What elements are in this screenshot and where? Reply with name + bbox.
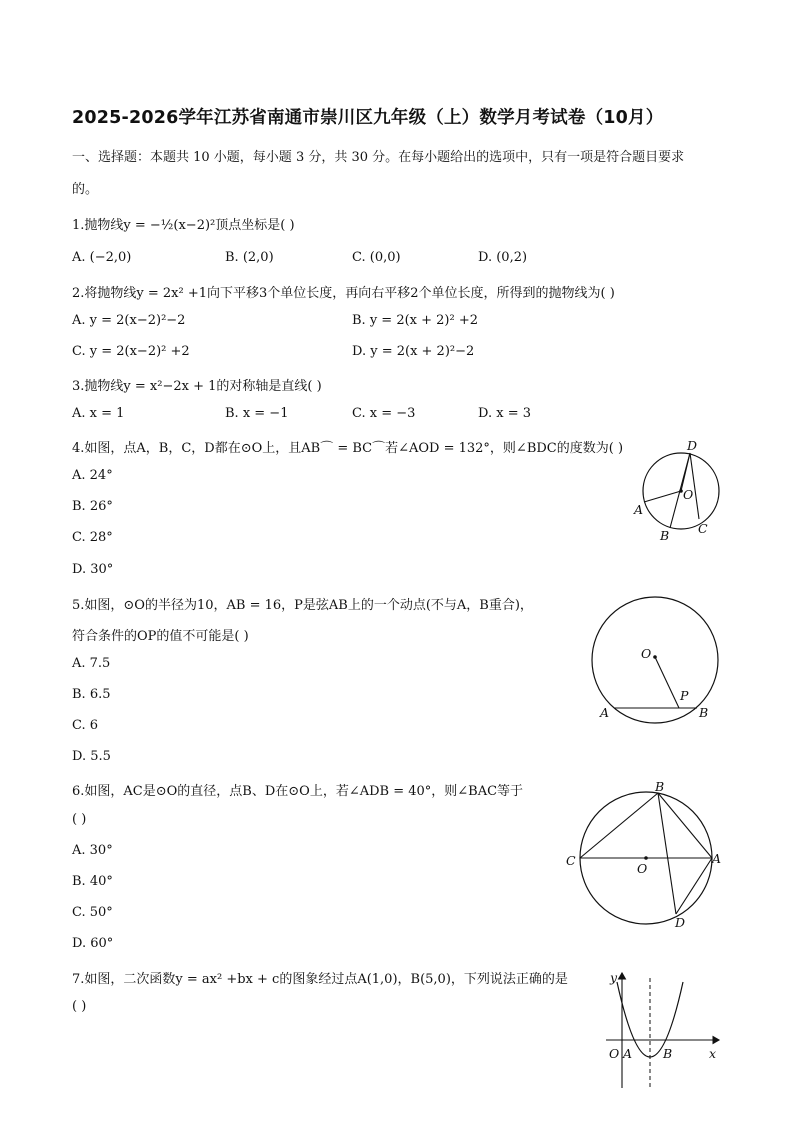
label-o: O [683, 487, 694, 502]
question-7-stem-line1: 7.如图，二次函数y = ax² +bx + c的图象经过点A(1,0)，B(5,0)，下列说法正确的是 [72, 972, 568, 987]
center-point [644, 856, 648, 860]
label-a: A [634, 502, 644, 517]
question-3-option-d: D. x = 3 [478, 406, 531, 421]
label-b: B [699, 705, 709, 720]
question-4-option-d: D. 30° [72, 562, 114, 577]
question-2-stem: 2.将抛物线y = 2x² +1向下平移3个单位长度，再向右平移2个单位长度，所得到的抛物线为( ) [72, 286, 615, 301]
segment-cb [580, 793, 658, 858]
question-1-option-a: A. (−2,0) [72, 250, 132, 265]
question-5-option-d: D. 5.5 [72, 749, 111, 764]
label-a: A [712, 851, 722, 866]
question-2-option-d: D. y = 2(x + 2)²−2 [352, 344, 475, 359]
question-2-option-a: A. y = 2(x−2)²−2 [72, 313, 186, 328]
label-d: D [687, 438, 698, 453]
question-5-option-b: B. 6.5 [72, 687, 111, 702]
question-4-option-b: B. 26° [72, 499, 113, 514]
section-instructions-line2: 的。 [72, 182, 99, 197]
question-6-stem-line1: 6.如图，AC是⊙O的直径，点B、D在⊙O上，若∠ADB = 40°，则∠BAC等于 [72, 784, 524, 799]
question-1-option-c: C. (0,0) [352, 250, 401, 265]
question-3-option-b: B. x = −1 [225, 406, 289, 421]
question-5-figure [590, 596, 720, 726]
question-5-option-c: C. 6 [72, 718, 99, 733]
label-o: O [637, 861, 648, 876]
label-x: x [709, 1046, 717, 1061]
question-3-stem: 3.抛物线y = x²−2x + 1的对称轴是直线( ) [72, 379, 322, 394]
question-4-option-c: C. 28° [72, 530, 113, 545]
question-7-stem-line2: ( ) [72, 999, 87, 1014]
question-1-option-b: B. (2,0) [225, 250, 274, 265]
question-6-option-c: C. 50° [72, 905, 113, 920]
label-c: C [566, 853, 576, 868]
question-7-figure [600, 965, 730, 1095]
question-5-option-a: A. 7.5 [72, 656, 111, 671]
question-4-option-a: A. 24° [72, 468, 113, 483]
segment-ad [676, 858, 712, 914]
question-5-stem-line1: 5.如图，⊙O的半径为10，AB = 16，P是弦AB上的一个动点(不与A，B重合)， [72, 598, 533, 613]
label-b: B [663, 1046, 673, 1061]
label-y: y [610, 970, 618, 985]
label-p: P [680, 688, 689, 703]
question-5-stem-line2: 符合条件的OP的值不可能是( ) [72, 629, 249, 644]
label-o: O [609, 1046, 620, 1061]
segment-ao [644, 491, 681, 502]
question-3-option-a: A. x = 1 [72, 406, 125, 421]
question-6-option-a: A. 30° [72, 843, 113, 858]
question-2-option-c: C. y = 2(x−2)² +2 [72, 344, 190, 359]
segment-op [655, 657, 679, 708]
label-d: D [675, 915, 686, 930]
question-2-option-b: B. y = 2(x + 2)² +2 [352, 313, 479, 328]
label-b: B [660, 528, 670, 543]
question-6-option-b: B. 40° [72, 874, 113, 889]
question-1-stem: 1.抛物线y = −½(x−2)²顶点坐标是( ) [72, 218, 295, 233]
page-title: 2025-2026学年江苏省南通市崇川区九年级（上）数学月考试卷（10月） [72, 108, 664, 128]
segment-dc [690, 453, 699, 519]
question-6-figure [560, 780, 730, 935]
label-a: A [623, 1046, 633, 1061]
label-c: C [698, 521, 708, 536]
label-o: O [641, 646, 652, 661]
label-a: A [600, 705, 610, 720]
question-6-stem-line2: ( ) [72, 812, 87, 827]
question-1-option-d: D. (0,2) [478, 250, 528, 265]
question-6-option-d: D. 60° [72, 936, 114, 951]
center-point [653, 655, 657, 659]
section-instructions-line1: 一、选择题：本题共 10 小题，每小题 3 分，共 30 分。在每小题给出的选项中，只有一项是符合题目要求 [72, 150, 685, 165]
label-b: B [655, 779, 665, 794]
question-4-stem: 4.如图，点A，B，C，D都在⊙O上，且AB⌒ = BC⌒若∠AOD = 132°，则∠BDC的度数为( ) [72, 441, 624, 456]
question-3-option-c: C. x = −3 [352, 406, 416, 421]
question-4-figure [620, 436, 740, 546]
